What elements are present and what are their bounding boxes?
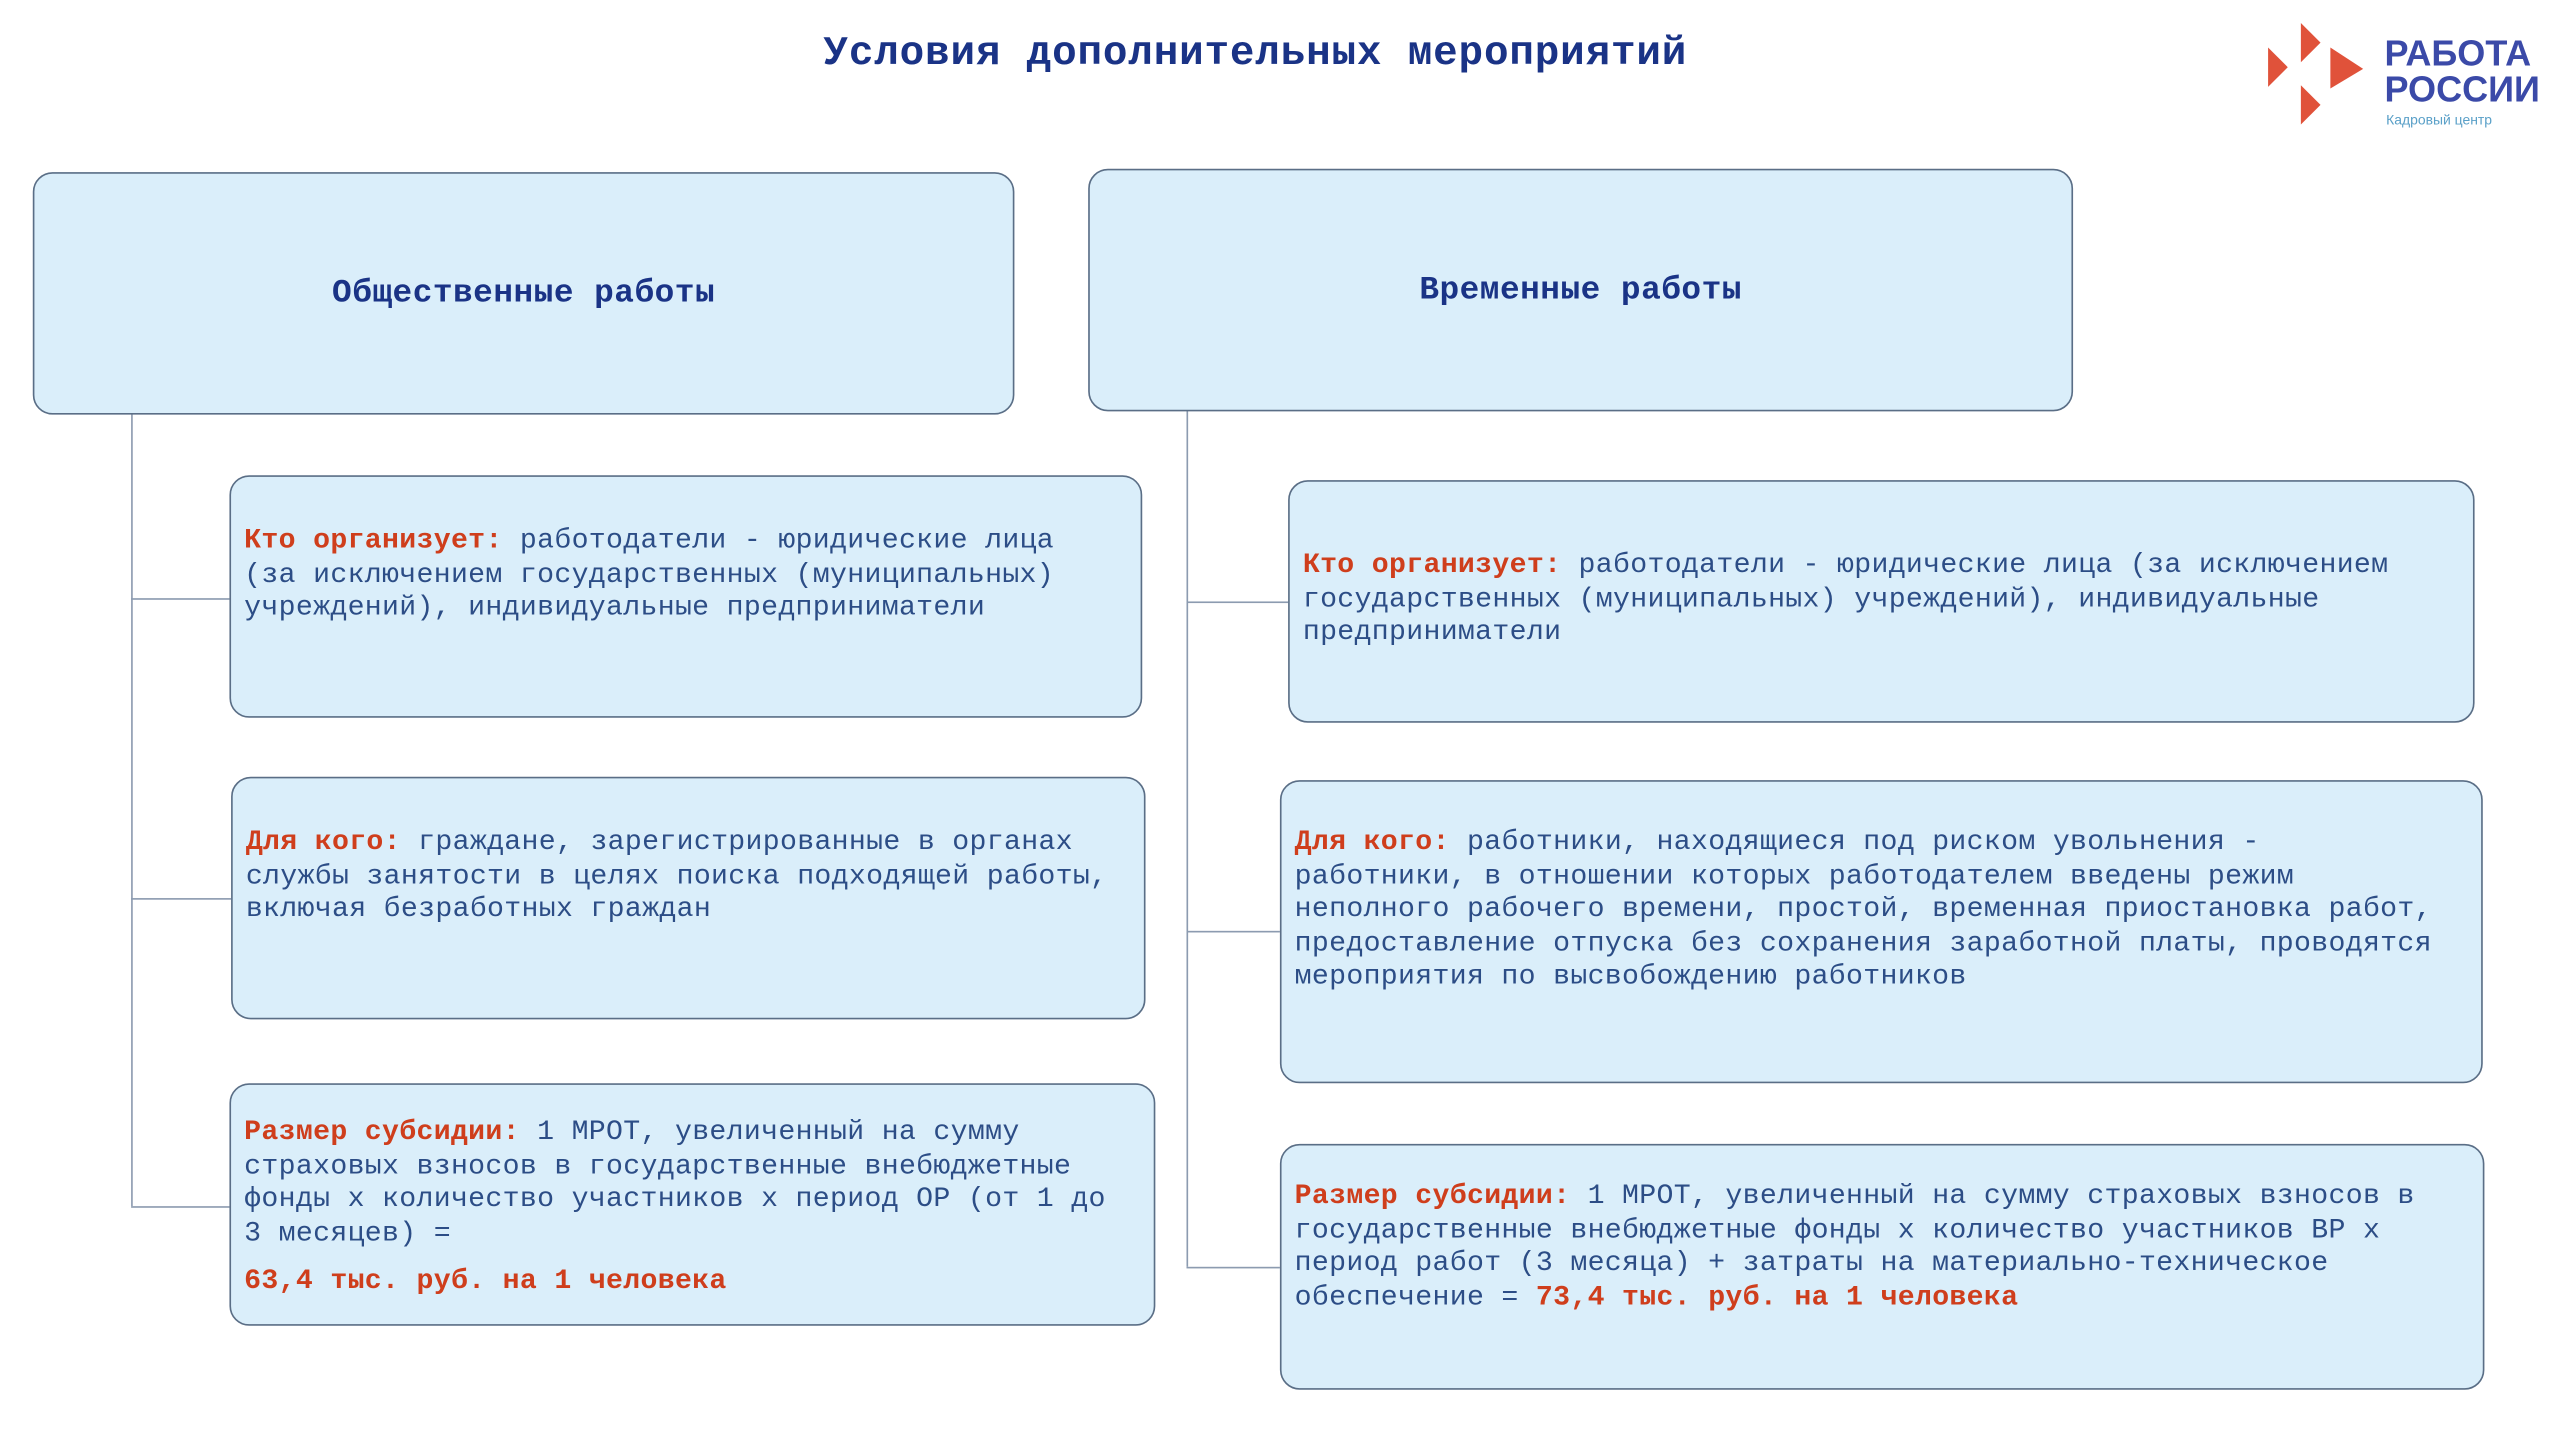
subsidy-label: Размер субсидии: — [244, 1117, 520, 1149]
organizer-text: работодатели - юридические лица (за исключением государственных (муниципальных) учреждений), индивидуальные предприниматели — [244, 526, 1055, 625]
public-works-header — [33, 172, 1015, 415]
subsidy-text: 1 МРОТ, увеличенный на сумму страховых взносов в государственные внебюджетные фонды х количество участников х период ОР (от 1 до 3 месяцев) = — [244, 1117, 1106, 1251]
subsidy-text: 1 МРОТ, увеличенный на сумму страховых взносов в государственные внебюджетные фонды х количество участников ВР х период работ (3 месяца) + затраты на материально-техническое обеспечение = — [1294, 1181, 2415, 1314]
temporary-works-organizer-card — [1288, 480, 2474, 723]
organizer-text: работодатели - юридические лица (за исключением государственных (муниципальных) учреждений), индивидуальные предприниматели — [1302, 550, 2389, 650]
left-connector-branch-3 — [131, 1206, 229, 1208]
right-connector-branch-2 — [1186, 931, 1279, 933]
audience-label: Для кого: — [1294, 827, 1450, 859]
subsidy-amount: 63,4 тыс. руб. на 1 человека — [244, 1267, 727, 1299]
public-works-header-label: Общественные работы — [332, 274, 716, 313]
logo-text-line1: РАБОТА — [2384, 32, 2532, 74]
logo-subtitle: Кадровый центр — [2386, 111, 2493, 128]
right-connector-branch-1 — [1186, 601, 1288, 603]
right-connector-branch-3 — [1186, 1267, 1279, 1269]
subsidy-label: Размер субсидии: — [1294, 1181, 1571, 1213]
public-works-subsidy-card — [229, 1083, 1155, 1326]
temporary-works-audience-card — [1280, 780, 2483, 1083]
audience-label: Для кого: — [245, 827, 401, 859]
left-connector-vertical — [131, 413, 133, 1206]
organizer-label: Кто организует: — [244, 526, 503, 558]
logo-text-line2: РОССИИ — [2384, 68, 2540, 110]
temporary-works-subsidy-card — [1280, 1144, 2485, 1390]
public-works-audience-card — [231, 777, 1145, 1020]
temporary-works-header-label: Временные работы — [1419, 271, 1742, 309]
logo — [2265, 20, 2544, 128]
temporary-works-header — [1088, 169, 2073, 412]
right-connector-vertical — [1186, 410, 1188, 1267]
organizer-label: Кто организует: — [1302, 550, 1562, 582]
subsidy-amount: 73,4 тыс. руб. на 1 человека — [1535, 1282, 2019, 1314]
audience-text: работники, находящиеся под риском увольнения - работники, в отношении которых работодателем введены режим неполного рабочего времени, простой, временная приостановка работ, предоставление отпуска без сохранения заработной платы, проводятся мероприятия по высвобождению работников — [1294, 827, 2432, 994]
page-title: Условия дополнительных мероприятий — [823, 29, 1688, 78]
logo-arrows-icon — [2265, 20, 2380, 128]
audience-text: граждане, зарегистрированные в органах службы занятости в целях поиска подходящей работы, включая безработных граждан — [245, 827, 1108, 927]
left-connector-branch-1 — [131, 598, 229, 600]
public-works-organizer-card — [229, 475, 1142, 718]
left-connector-branch-2 — [131, 898, 231, 900]
